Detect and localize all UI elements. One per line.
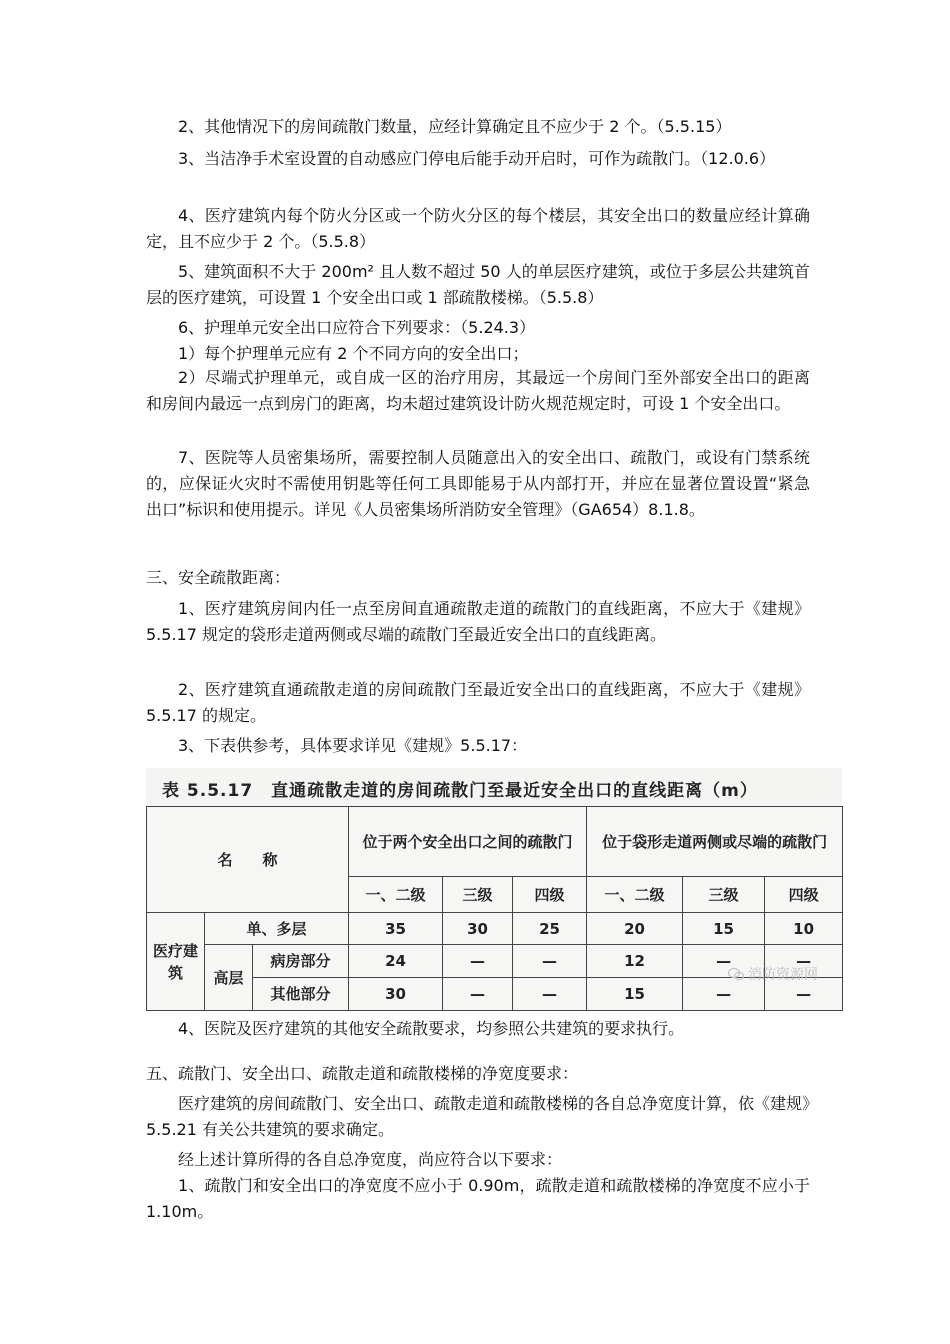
paragraph-width-calculation: 医疗建筑的房间疏散门、安全出口、疏散走道和疏散楼梯的各自总净宽度计算，依《建规》5.5.21 有关公共建筑的要求确定。 <box>146 1094 811 1139</box>
table-subheader: 四级 <box>765 877 843 913</box>
paragraph-width-requirements: 经上述计算所得的各自总净宽度，尚应符合以下要求： <box>178 1150 563 1169</box>
paragraph-other-requirements: 4、医院及医疗建筑的其他安全疏散要求，均参照公共建筑的要求执行。 <box>178 1019 685 1038</box>
watermark-text: 消防资源网 <box>748 967 818 983</box>
table-cell: 15 <box>587 978 683 1011</box>
table-row-label: 其他部分 <box>253 978 349 1011</box>
table-cell: 24 <box>349 945 443 978</box>
table-cell: 10 <box>765 913 843 945</box>
watermark <box>728 964 818 984</box>
table-category-medical: 医疗建筑 <box>147 913 205 1011</box>
table-cell: 12 <box>587 945 683 978</box>
table-cell: 15 <box>683 913 765 945</box>
table-cell: 35 <box>349 913 443 945</box>
paragraph-nursing-item-1: 1）每个护理单元应有 2 个不同方向的安全出口； <box>178 344 529 363</box>
table-subheader: 四级 <box>513 877 587 913</box>
paragraph-min-width: 1、疏散门和安全出口的净宽度不应小于 0.90m，疏散走道和疏散楼梯的净宽度不应小于 1.10m。 <box>146 1176 810 1221</box>
paragraph-nursing-unit: 6、护理单元安全出口应符合下列要求：（5.24.3） <box>178 318 536 337</box>
paragraph-single-exit: 5、建筑面积不大于 200m² 且人数不超过 50 人的单层医疗建筑，或位于多层公共建筑首层的医疗建筑，可设置 1 个安全出口或 1 部疏散楼梯。（5.5.8） <box>146 262 810 307</box>
paragraph-table-reference: 3、下表供参考，具体要求详见《建规》5.5.17： <box>178 736 528 755</box>
table-cell: — <box>683 945 765 978</box>
paragraph-door-count: 2、其他情况下的房间疏散门数量，应经计算确定且不应少于 2 个。（5.5.15） <box>178 117 732 136</box>
table-row-label: 病房部分 <box>253 945 349 978</box>
section-heading-evacuation-distance: 三、安全疏散距离： <box>146 568 291 587</box>
table-header-between-exits: 位于两个安全出口之间的疏散门 <box>349 807 587 877</box>
table-cell: — <box>443 945 513 978</box>
paragraph-exit-count: 4、医疗建筑内每个防火分区或一个防火分区的每个楼层，其安全出口的数量应经计算确定，且不应少于 2 个。（5.5.8） <box>146 206 810 251</box>
table-subheader: 一、二级 <box>349 877 443 913</box>
paragraph-door-distance: 2、医疗建筑直通疏散走道的房间疏散门至最近安全出口的直线距离，不应大于《建规》5.5.17 的规定。 <box>146 680 810 725</box>
table-cell: — <box>513 945 587 978</box>
table-cell: 20 <box>587 913 683 945</box>
table-cell: — <box>443 978 513 1011</box>
wechat-icon <box>728 967 744 981</box>
table-cell: — <box>765 978 843 1011</box>
paragraph-clean-room-door: 3、当洁净手术室设置的自动感应门停电后能手动开启时，可作为疏散门。（12.0.6） <box>178 149 776 168</box>
table-row-label: 单、多层 <box>205 913 349 945</box>
paragraph-nursing-item-2: 2）尽端式护理单元，或自成一区的治疗用房，其最远一个房间门至外部安全出口的距离和房间内最远一点到房门的距离，均未超过建筑设计防火规范规定时，可设 1 个安全出口。 <box>146 368 810 413</box>
section-heading-width: 五、疏散门、安全出口、疏散走道和疏散楼梯的净宽度要求： <box>146 1064 579 1083</box>
table-cell: — <box>765 945 843 978</box>
table-cell: 25 <box>513 913 587 945</box>
paragraph-room-distance: 1、医疗建筑房间内任一点至房间直通疏散走道的疏散门的直线距离，不应大于《建规》5.5.17 规定的袋形走道两侧或尽端的疏散门至最近安全出口的直线距离。 <box>146 599 810 644</box>
table-subheader: 三级 <box>683 877 765 913</box>
distance-table-figure <box>146 768 842 1010</box>
table-title: 表 5.5.17 直通疏散走道的房间疏散门至最近安全出口的直线距离（m） <box>162 781 758 801</box>
table-subheader: 三级 <box>443 877 513 913</box>
table-group-highrise: 高层 <box>205 945 253 1011</box>
table-cell: — <box>683 978 765 1011</box>
table-subheader: 一、二级 <box>587 877 683 913</box>
table-header-dead-end: 位于袋形走道两侧或尽端的疏散门 <box>587 807 843 877</box>
paragraph-crowded-places: 7、医院等人员密集场所，需要控制人员随意出入的安全出口、疏散门，或设有门禁系统的，应保证火灾时不需使用钥匙等任何工具即能易于从内部打开，并应在显著位置设置“紧急出口”标识和使用提示。详见《人员密集场所消防安全管理》（GA654）8.1.8。 <box>146 448 810 519</box>
table-cell: 30 <box>349 978 443 1011</box>
table-cell: — <box>513 978 587 1011</box>
table-header-name: 名 称 <box>147 807 349 913</box>
table-cell: 30 <box>443 913 513 945</box>
